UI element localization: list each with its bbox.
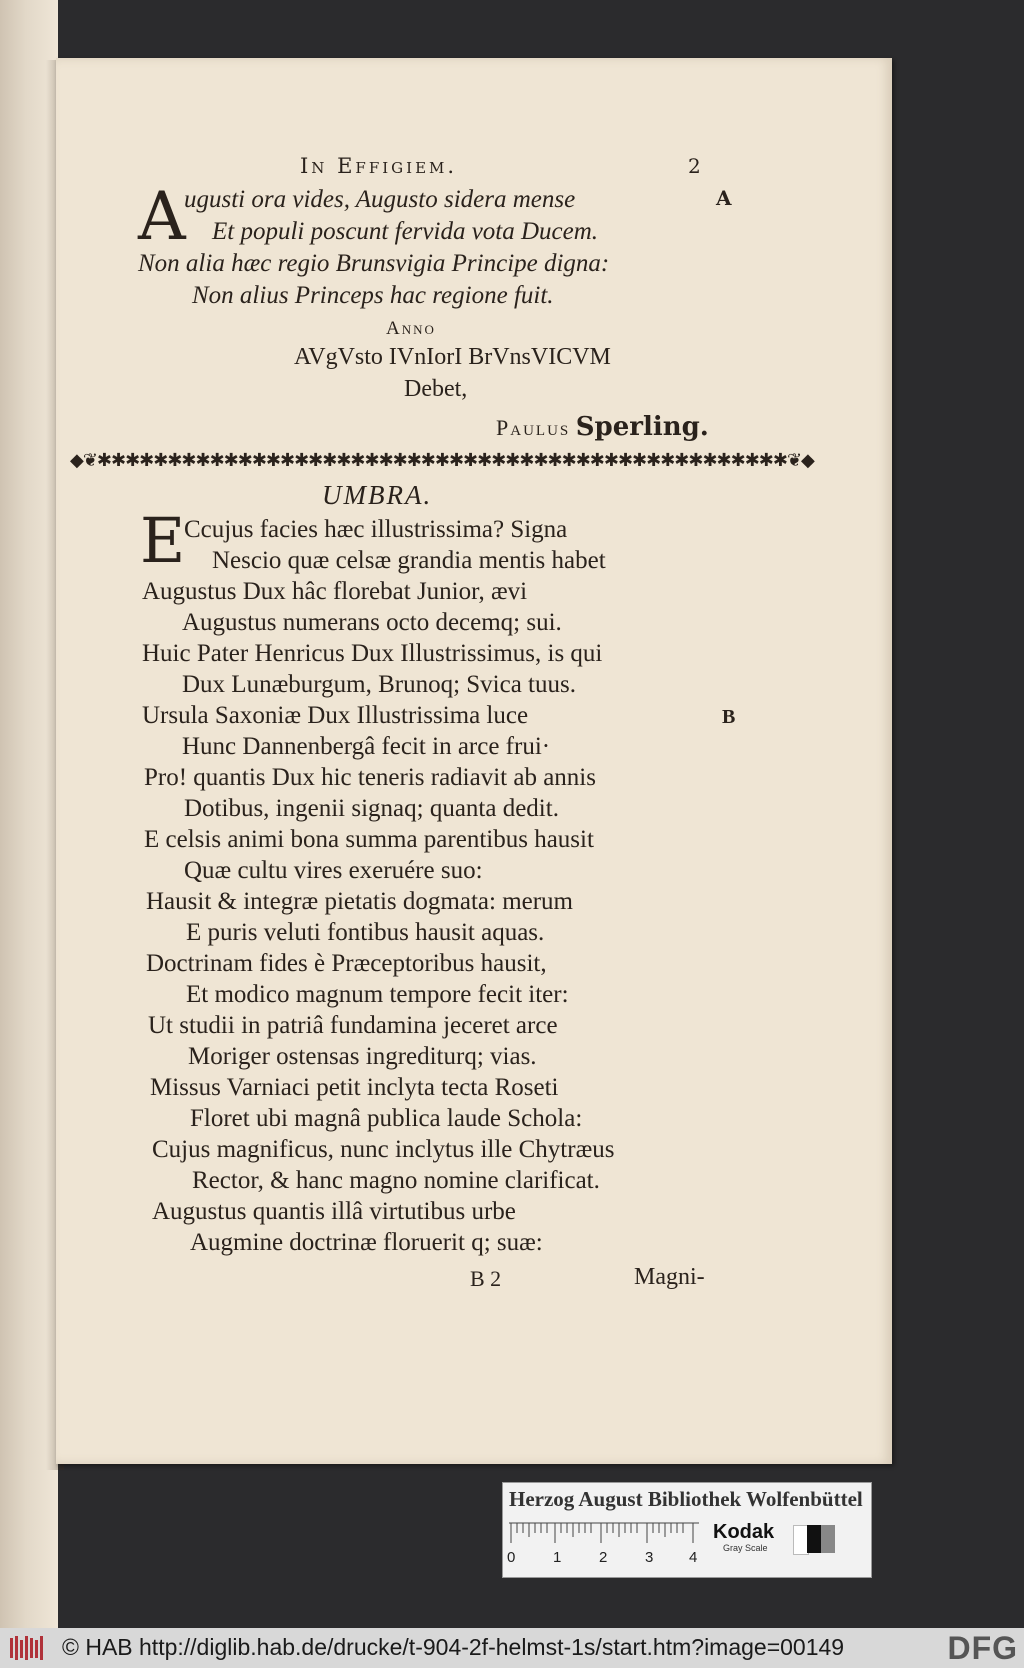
poem-line: Rector, & hanc magno nomine clarificat. — [192, 1167, 600, 1194]
poem-line: Missus Varniaci petit inclyta tecta Roseti — [150, 1074, 559, 1101]
poem-line: Dotibus, ingenii signaq; quanta dedit. — [184, 795, 559, 822]
signature-mark-a: A — [716, 186, 732, 210]
color-scale-card — [502, 1482, 872, 1578]
swatch-gray — [821, 1525, 835, 1553]
epigram-line-1: ugusti ora vides, Augusto sidera mense — [184, 186, 576, 213]
epigram-drop-cap: A — [138, 178, 186, 255]
scale-number: 0 — [507, 1549, 516, 1566]
poem-line: Hausit & integræ pietatis dogmata: merum — [146, 888, 574, 915]
poem-line: Cujus magnificus, nunc inclytus ille Chytræus — [152, 1136, 615, 1163]
source-url-link[interactable]: © HAB http://diglib.hab.de/drucke/t-904-2f-helmst-1s/start.htm?image=00149 — [62, 1634, 845, 1660]
poem-line: Et modico magnum tempore fecit iter: — [186, 981, 569, 1008]
poem-line: E puris veluti fontibus hausit aquas. — [186, 919, 545, 946]
author-name — [496, 412, 709, 442]
poem-line: E celsis animi bona summa parentibus hausit — [144, 826, 594, 853]
poem-line: Pro! quantis Dux hic teneris radiavit ab annis — [144, 764, 596, 791]
scale-number: 4 — [689, 1549, 698, 1566]
scale-number: 1 — [553, 1549, 562, 1566]
poem-drop-cap: E — [140, 504, 186, 577]
poem-line: Ut studii in patriâ fundamina jeceret arce — [148, 1012, 558, 1039]
epigram-line-4: Non alius Princeps hac regione fuit. — [192, 282, 554, 309]
signature-mark-b: B — [722, 706, 736, 728]
anno-label: Anno — [386, 318, 436, 339]
poem-line: Huic Pater Henricus Dux Illustrissimus, is qui — [142, 640, 603, 667]
poem-line: Augustus Dux hâc florebat Junior, ævi — [142, 578, 528, 605]
signature-b2: B 2 — [470, 1266, 502, 1291]
poem-line: Augustus quantis illâ virtutibus urbe — [152, 1198, 516, 1225]
page-number: 2 — [688, 154, 701, 178]
poem-line: Augmine doctrinæ floruerit q; suæ: — [190, 1229, 543, 1256]
epigram-line-3: Non alia hæc regio Brunsvigia Principe digna: — [138, 250, 610, 277]
poem-line: Floret ubi magnâ publica laude Schola: — [190, 1105, 583, 1132]
author-last-name: Sperling. — [575, 412, 709, 442]
gray-scale-label: Gray Scale — [723, 1543, 768, 1553]
poem-line: Moriger ostensas ingrediturq; vias. — [188, 1043, 537, 1070]
section-title: UMBRA. — [322, 480, 433, 510]
poem-line: Hunc Dannenbergâ fecit in arce frui· — [182, 733, 551, 760]
poem-line: Ccujus facies hæc illustrissima? Signa — [184, 516, 568, 543]
footer-bar — [0, 1628, 1024, 1668]
poem-line: Ursula Saxoniæ Dux Illustrissima luce — [142, 702, 529, 729]
debet-label: Debet, — [404, 376, 468, 402]
poem-line: Doctrinam fides è Præceptoribus hausit, — [146, 950, 547, 977]
library-name: Herzog August Bibliothek Wolfenbüttel — [509, 1487, 863, 1511]
epigram-line-2: Et populi poscunt fervida vota Ducem. — [212, 218, 599, 245]
poem-line: Dux Lunæburgum, Brunoq; Svica tuus. — [182, 671, 576, 698]
kodak-logo: Kodak — [713, 1521, 775, 1543]
hab-logo-icon — [8, 1634, 48, 1662]
poem-line: Nescio quæ celsæ grandia mentis habet — [212, 547, 606, 574]
poem-line: Augustus numerans octo decemq; sui. — [182, 609, 562, 636]
scale-number: 2 — [599, 1549, 608, 1566]
dfg-logo: DFG — [947, 1630, 1018, 1666]
swatch-black — [807, 1525, 821, 1553]
catchword: Magni- — [634, 1264, 705, 1290]
author-first-name: Paulus — [496, 415, 571, 440]
chronogram-line: AVgVsto IVnIorI BrVnsVICVM — [294, 344, 611, 370]
poem-line: Quæ cultu vires exeruére suo: — [184, 857, 483, 884]
running-header: In Effigiem. — [300, 154, 458, 178]
ornament-rule-icon: ◆❦✱✱✱✱✱✱✱✱✱✱✱✱✱✱✱✱✱✱✱✱✱✱✱✱✱✱✱✱✱✱✱✱✱✱✱✱✱✱✱✱✱✱✱✱✱✱✱✱✱❦◆ — [70, 450, 814, 471]
scale-number: 3 — [645, 1549, 654, 1566]
ruler-icon — [509, 1523, 699, 1545]
